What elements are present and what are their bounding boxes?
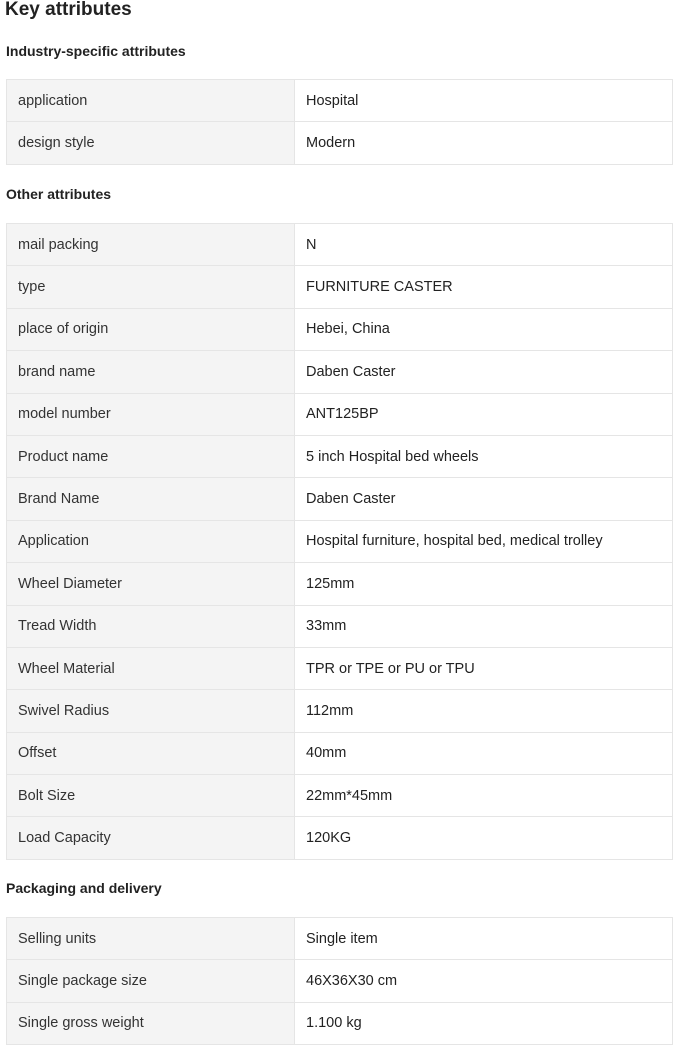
attribute-value: Single item (295, 918, 673, 960)
attribute-value: 33mm (295, 605, 673, 647)
table-row (7, 918, 673, 960)
table-row (7, 563, 673, 605)
section-title-industry-specific: Industry-specific attributes (6, 43, 186, 59)
attribute-key: Selling units (7, 918, 295, 960)
attribute-key: Single package size (7, 960, 295, 1002)
attribute-key: model number (7, 393, 295, 435)
attribute-value: TPR or TPE or PU or TPU (295, 647, 673, 689)
attribute-value: Hospital (295, 80, 673, 122)
table-row (7, 435, 673, 477)
attribute-key: Bolt Size (7, 775, 295, 817)
attribute-value: Daben Caster (295, 478, 673, 520)
attribute-value: 1.100 kg (295, 1002, 673, 1044)
table-row (7, 393, 673, 435)
attribute-key: Load Capacity (7, 817, 295, 859)
attribute-key: Wheel Material (7, 647, 295, 689)
table-row (7, 308, 673, 350)
attribute-key: Tread Width (7, 605, 295, 647)
attribute-key: design style (7, 122, 295, 164)
attribute-value: 125mm (295, 563, 673, 605)
industry-attributes-table (6, 79, 673, 165)
attribute-value: 22mm*45mm (295, 775, 673, 817)
attribute-value: 40mm (295, 732, 673, 774)
table-row (7, 690, 673, 732)
other-attributes-table (6, 223, 673, 860)
table-row (7, 1002, 673, 1044)
attribute-value: 5 inch Hospital bed wheels (295, 435, 673, 477)
section-title-packaging-delivery: Packaging and delivery (6, 880, 162, 896)
attribute-key: type (7, 266, 295, 308)
attribute-value: Modern (295, 122, 673, 164)
attribute-value: Hospital furniture, hospital bed, medical trolley (295, 520, 673, 562)
attribute-key: Application (7, 520, 295, 562)
attribute-key: Offset (7, 732, 295, 774)
table-row (7, 775, 673, 817)
table-row (7, 732, 673, 774)
packaging-table (6, 917, 673, 1045)
attribute-value: ANT125BP (295, 393, 673, 435)
table-row (7, 647, 673, 689)
attribute-key: Brand Name (7, 478, 295, 520)
attribute-value: 46X36X30 cm (295, 960, 673, 1002)
attribute-key: place of origin (7, 308, 295, 350)
attribute-value: Daben Caster (295, 351, 673, 393)
page-title: Key attributes (5, 0, 132, 20)
table-row (7, 960, 673, 1002)
attribute-key: Wheel Diameter (7, 563, 295, 605)
table-row (7, 817, 673, 859)
attribute-value: 112mm (295, 690, 673, 732)
attribute-value: 120KG (295, 817, 673, 859)
attribute-value: FURNITURE CASTER (295, 266, 673, 308)
section-title-other-attributes: Other attributes (6, 186, 112, 202)
attribute-key: Product name (7, 435, 295, 477)
table-row (7, 224, 673, 266)
table-row (7, 478, 673, 520)
attribute-value: N (295, 224, 673, 266)
table-row (7, 351, 673, 393)
attribute-key: Single gross weight (7, 1002, 295, 1044)
table-row (7, 122, 673, 164)
attribute-key: brand name (7, 351, 295, 393)
attribute-key: Swivel Radius (7, 690, 295, 732)
table-row (7, 80, 673, 122)
table-row (7, 605, 673, 647)
attribute-key: application (7, 80, 295, 122)
table-row (7, 520, 673, 562)
attribute-value: Hebei, China (295, 308, 673, 350)
table-row (7, 266, 673, 308)
attribute-key: mail packing (7, 224, 295, 266)
